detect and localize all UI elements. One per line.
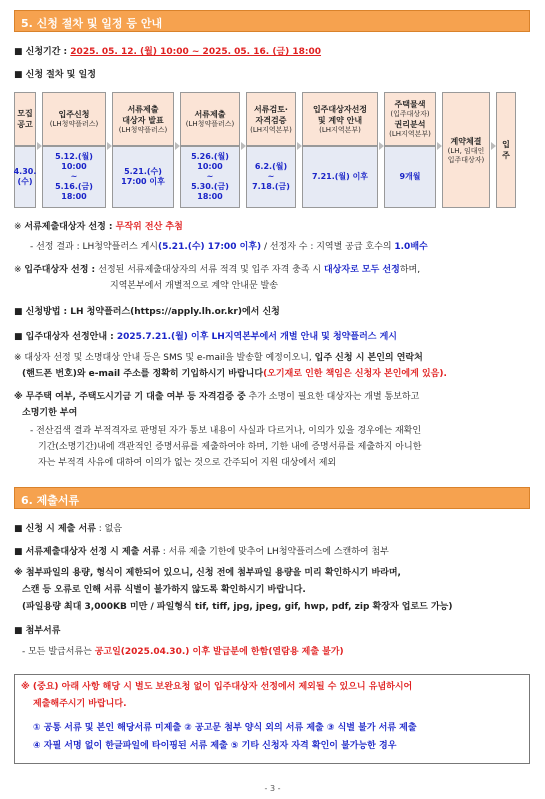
step-date: 7.21.(월) 이후 <box>302 146 378 208</box>
warning-line-3: ① 공통 서류 및 본인 해당서류 미제출 ② 공고문 첨부 양식 외의 서류 제출 ③ 식별 불가 서류 제출 <box>33 723 417 733</box>
warning-line-1: ※ (중요) 아래 사항 해당 시 별도 보완요청 없이 입주대상자 선정에서 제외될 수 있으니 유념하시어 <box>21 682 413 692</box>
step-title: 서류검토· 자격검증 (LH지역본부) <box>246 92 296 146</box>
warning-box <box>14 674 530 764</box>
section5-header <box>14 10 530 32</box>
verify-detail-3: 자는 부적격 사유에 대하여 이의가 없는 것으로 간주되어 지원 대상에서 제외 <box>38 458 337 468</box>
step-title: 입주신청 (LH청약플러스) <box>42 92 106 146</box>
selected-docs: ■ 서류제출대상자 선정 시 제출 서류 : 서류 제출 기한에 맞추어 LH청약플러스에 스캔하여 첨부 <box>14 545 534 559</box>
warning-line-4: ④ 자필 서명 없이 한글파일에 타이핑된 서류 제출 ⑤ 기타 신청자 자격 확인이 불가능한 경우 <box>33 741 397 751</box>
note2-cont: 지역본부에서 개별적으로 계약 안내문 발송 <box>110 281 278 291</box>
issue-note: - 모든 발급서류는 공고일(2025.04.30.) 이후 발급분에 한함(열람용 제출 불가) <box>22 647 344 657</box>
procedure-flow <box>14 92 534 214</box>
verify-detail-1: - 전산검색 결과 부적격자로 판명된 자가 통보 내용이 사실과 다르거나, 이의가 있을 경우에는 재확인 <box>30 426 422 436</box>
step-title: 서류제출 대상자 발표 (LH청약플러스) <box>112 92 174 146</box>
verify-notice-cont: 소명기한 부여 <box>22 408 78 418</box>
step-title: 입주대상자선정 및 계약 안내 (LH지역본부) <box>302 92 378 146</box>
step-title: 모집 공고 <box>14 92 36 146</box>
verify-detail-2: 기간(소명기간)내에 객관적인 증명서류를 제출하여야 하며, 기한 내에 증명서류를 제출하지 아니한 <box>38 442 422 452</box>
attached-docs-heading: ■ 첨부서류 <box>14 624 534 638</box>
attach-note-1: ※ 첨부파일의 용량, 형식이 제한되어 있으니, 신청 전에 첨부파일 용량을 미리 확인하시기 바라며, <box>14 568 401 578</box>
sms-notice: ※ 대상자 선정 및 소명대상 안내 등은 SMS 및 e-mail을 발송할 예정이오니, 입주 신청 시 본인의 연락처 <box>14 353 423 363</box>
selection-notice: ■ 입주대상자 선정안내 : 2025.7.21.(월) 이후 LH지역본부에서 개별 안내 및 청약플러스 게시 <box>14 330 534 344</box>
apply-method: ■ 신청방법 : LH 청약플러스(https://apply.lh.or.kr)에서 신청 <box>14 305 534 319</box>
apply-period <box>14 45 534 59</box>
section5-title: 5. 신청 절차 및 일정 등 안내 <box>21 17 163 30</box>
section6-title: 6. 제출서류 <box>21 494 80 507</box>
verify-notice: ※ 무주택 여부, 주택도시기금 기 대출 여부 등 자격검증 중 추가 소명이 필요한 대상자는 개별 통보하고 <box>14 392 420 402</box>
attach-note-2: 스캔 등 오류로 인해 서류 식별이 불가하지 않도록 확인하시기 바랍니다. <box>22 585 306 595</box>
step-title: 서류제출 (LH청약플러스) <box>180 92 240 146</box>
step-date: 5.12.(월) 10:00 ~ 5.16.(금) 18:00 <box>42 146 106 208</box>
step-date: 9개월 <box>384 146 436 208</box>
step-date: 4.30. (수) <box>14 146 36 208</box>
step-title: 주택물색 (입주대상자) 권리분석 (LH지역본부) <box>384 92 436 146</box>
warning-line-2: 제출해주시기 바랍니다. <box>33 699 127 709</box>
note2: ※ 입주대상자 선정 : 선정된 서류제출대상자의 서류 적격 및 입주 자격 충족 시 대상자로 모두 선정하며, <box>14 265 421 275</box>
step-date: 5.26.(월) 10:00 ~ 5.30.(금) 18:00 <box>180 146 240 208</box>
sms-notice-cont: (핸드폰 번호)와 e-mail 주소를 정확히 기입하시기 바랍니다(오기재로 인한 책임은 신청자 본인에게 있음). <box>22 369 447 379</box>
page-number: - 3 - <box>264 784 281 793</box>
procedure-label: ■ 신청 절차 및 일정 <box>14 70 96 80</box>
attach-note-3: (파일용량 최대 3,000KB 미만 / 파일형식 tif, tiff, jpg, jpeg, gif, hwp, pdf, zip 확장자 업로드 가능) <box>22 602 453 612</box>
note1: ※ 서류제출대상자 선정 : 무작위 전산 추첨 <box>14 222 183 232</box>
note1-sub: - 선정 결과 : LH청약플러스 게시(5.21.(수) 17:00 이후) / 선정자 수 : 지역별 공급 호수의 1.0배수 <box>30 242 428 252</box>
step-title: 계약체결 (LH, 임대인 입주대상자) <box>442 92 490 208</box>
period-value: 2025. 05. 12. (월) 10:00 ~ 2025. 05. 16. (금) 18:00 <box>70 47 322 57</box>
procedure-heading <box>14 68 534 82</box>
step-date: 6.2.(월) ~ 7.18.(금) <box>246 146 296 208</box>
apply-docs: ■ 신청 시 제출 서류 : 없음 <box>14 522 534 536</box>
step-date: 5.21.(수) 17:00 이후 <box>112 146 174 208</box>
section6-header <box>14 487 530 509</box>
step-title: 입 주 <box>496 92 516 208</box>
period-label: ■ 신청기간 : <box>14 47 70 57</box>
